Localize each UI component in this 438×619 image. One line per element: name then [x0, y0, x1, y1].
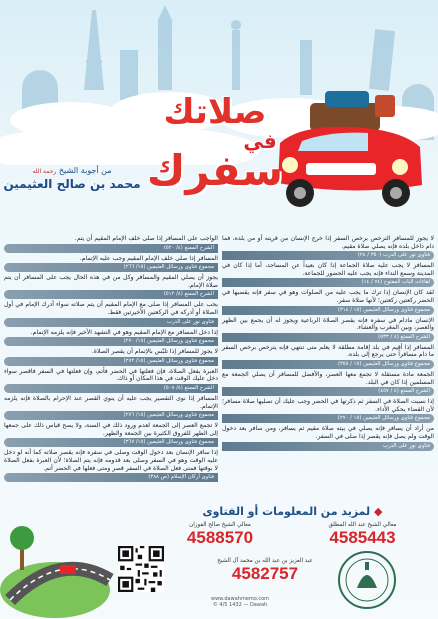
source-tag: الشرح الممتع (٤ / ٥٣٣): [222, 333, 434, 342]
road-illustration: [0, 520, 120, 619]
page-title: [140, 92, 290, 195]
author-honorific: رحمه الله: [32, 168, 57, 175]
source-tag: مجموع فتاوى ورسائل العثيمين (١٥ / ٣٥٥): [222, 360, 434, 369]
list-item: المسافر إذا صلى خلف الإمام المقيم وجب عليه الإتمام. مجموع فتاوى ورسائل العثيمين (١٥/ ٢٦٦): [4, 255, 218, 273]
phone-number[interactable]: 4585443: [329, 528, 396, 547]
list-item: لا تجمع العصر إلى الجمعة لعدم ورود ذلك في السنة، ولا يصح قياس ذلك على جمعها إلى الظهر للفروق الكثيرة بين الجمعة والظهر. مجموع فتاوى ورسائل العثيمين (١٥/ ٣٦٧): [4, 422, 218, 446]
source-tag: مجموع فتاوى ورسائل العثيمين (١٥/ ٢٧٦): [4, 411, 218, 420]
website-link[interactable]: www.dawahmemo.com: [210, 596, 269, 602]
qr-code[interactable]: [118, 546, 164, 592]
list-item: إذا نسيت الصلاة في السفر ثم ذكرتها في الحضر وجب عليك أن تصليها صلاة مسافر؛ لأن القضاء يحكي الأداء. مجموع فتاوى ورسائل العثيمين (١٥ / ٢٧٠): [222, 398, 434, 422]
contact-1: معالي الشيخ عبد الله المطلق 4585443: [290, 522, 435, 547]
list-item: المسافر إذا نوى التقصير يجب عليه أن ينوي القصر عند الإحرام بالصلاة فإنه يلزمه الإتمام. مجموع فتاوى ورسائل العثيمين (١٥/ ٢٧٦): [4, 394, 218, 419]
list-item: يجوز أن يصلي المقيم والمسافر وكل من في هذه الحال يجب على المسافر أن يتم صلاة الإمام. الشرح الممتع (٤/ ٥١٢): [4, 274, 218, 298]
fatwa-column-left: [4, 235, 218, 484]
list-item: يجب على المسافر إذا صلى مع الإمام المقيم أن يتم صلاته سواء أدرك الإمام في أول الصلاة أو أدركه في الركعتين الأخيرتين فقط. فتاوى نور على الدرب: [4, 301, 218, 325]
author-block: [2, 165, 142, 192]
author-prefix: من أجوبة الشيخ رحمه الله: [32, 166, 112, 175]
source-tag: مجموع فتاوى ورسائل العثيمين (١٥ / ٣١٤): [222, 306, 434, 315]
source-tag: فتاوى نور على الدرب (٣٥٠ / ٢٤): [222, 251, 434, 260]
fatwa-column-right: [222, 235, 434, 453]
source-tag: الشرح الممتع (٤ / ٤٥٧): [222, 387, 434, 396]
phone-number[interactable]: 4588570: [186, 528, 254, 547]
list-item: الإنسان مادام في سفره فإنه يقصر الصلاة الرباعية ويجوز له أن يجمع بين الظهر والعصر، وبين المغرب والعشاء. الشرح الممتع (٤ / ٥٣٣): [222, 316, 434, 340]
contact-3: عبد العزيز بن عبد الله بن محمد آل الشيخ 4582757: [200, 558, 330, 583]
list-item: لا يجوز للمسافر الترخص برخص السفر إذا خرج الإنسان من قريته أو من بلده، فما دام داخل بلده فإنه يصلي صلاة مقيم. فتاوى نور على الدرب (٣٥٠ / ٢٤): [222, 235, 434, 259]
contact-2: معالي الشيخ صالح الفوزان 4588570: [150, 522, 290, 547]
list-item: لقد كان الإنسان إذا ترك ما يجب عليه من الصلوات وهو في سفر فإنه يقضيها في الحضر ركعتين ركعتين؛ لأنها صلاة سفر. مجموع فتاوى ورسائل العثيمين (١٥ / ٣١٤): [222, 289, 434, 313]
author-name: محمد بن صالح العثيمين: [3, 177, 141, 191]
list-item: العبرة بفعل الصلاة، فإن فعلتها في الحضر فأتم، وإن فعلتها في السفر فاقصر سواء دخل عليك الوقت في هذا المكان أو ذاك. الشرح الممتع (٤/ ٥٠٨): [4, 367, 218, 391]
cta-bullet-icon: ◆: [374, 505, 383, 518]
list-item: من أراد أن يسافر فإنه يصلي في بيته صلاة مقيم ثم يسافر، ومن سافر بعد دخول الوقت ولم يصل فإنه يقصر إذا صلى في السفر. فتاوى نور على الدرب: [222, 425, 434, 449]
list-item: إذا دخل المسافر مع الإمام المقيم وهو في التشهد الأخير فإنه يلزمه الإتمام. مجموع فتاوى ورسائل العثيمين (١٥/ ٢٧٠): [4, 329, 218, 347]
title-connector: في: [243, 129, 277, 153]
list-item: الجمعة مادة مستقلة لا تجمع معها العصر، والأفضل للمسافر أن يصلي الجمعة مع المسلمين إذا كان في البلد. الشرح الممتع (٤ / ٤٥٧): [222, 370, 434, 395]
source-tag: الشرح الممتع (٤/ ٥٢٠): [4, 244, 218, 253]
source-tag: فتاوى نور على الدرب: [4, 318, 218, 327]
organization-logo: [332, 548, 402, 612]
source-tag: مجموع فتاوى ورسائل العثيمين (١٥/ ٢٦٦): [4, 263, 218, 272]
list-item: المسافر إذا أقيم في بلد إقامة مطلقة لا يعلم متى تنتهي فإنه يترخص برخص السفر ما دام مسافراً حتى يرجع إلى بلده. مجموع فتاوى ورسائل العثيمين (١٥ / ٣٥٥): [222, 343, 434, 367]
source-tag: مجموع فتاوى ورسائل العثيمين (١٥ / ٢٧٠): [222, 414, 434, 423]
list-item: الواجب على المسافر إذا صلى خلف الإمام المقيم أن يتم. الشرح الممتع (٤/ ٥٢٠): [4, 235, 218, 253]
source-tag: فتاوى أركان الإسلام (ص ٣٨٨): [4, 473, 218, 482]
cta-title: ◆ لمزيد من المعلومات أو الفتاوى: [202, 505, 383, 518]
source-tag: لقاءات الباب المفتوح (٧٤ / ١٤): [222, 278, 434, 287]
list-item: لا يجوز للمسافر إذا تلبّس بالإتمام أن يقصر الصلاة. مجموع فتاوى ورسائل العثيمين (١٥/ ٢٧٢): [4, 348, 218, 366]
list-item: إذا سافر الإنسان بعد دخول الوقت وصلى في سفره فإنه يقصر صلاته كما أنه لو دخل عليه الوقت وهو في السفر وصلى بعد قدومه فإنه يتم الصلاة؛ لأن العبرة بفعل الصلاة لا بوقتها فمتى فعل الصلاة في السفر قصر ومتى فعلها في الحضر أتم. فتاوى أركان الإسلام (ص ٣٨٨): [4, 449, 218, 481]
title-line-1: صلاتك: [163, 92, 267, 132]
phone-number[interactable]: 4582757: [231, 564, 299, 583]
source-tag: مجموع فتاوى ورسائل العثيمين (١٥/ ٢٧٢): [4, 357, 218, 366]
footer: [150, 596, 330, 608]
source-tag: الشرح الممتع (٤/ ٥٠٨): [4, 384, 218, 393]
footer-copyright: © 4/5 1432 — Dawah: [212, 602, 268, 608]
list-item: المسافر لا يجب عليه صلاة الجماعة إذا كان بعيداً عن المساجد، أما إذا كان في المدينة وسمع النداء فإنه يجب عليه الحضور للجماعة. لقاءات الباب المفتوح (٧٤ / ١٤): [222, 262, 434, 286]
source-tag: مجموع فتاوى ورسائل العثيمين (١٥/ ٣٦٧): [4, 438, 218, 447]
title-line-2: سفرك: [146, 146, 284, 195]
source-tag: مجموع فتاوى ورسائل العثيمين (١٥/ ٢٧٠): [4, 337, 218, 346]
source-tag: فتاوى نور على الدرب: [222, 442, 434, 451]
source-tag: الشرح الممتع (٤/ ٥١٢): [4, 290, 218, 299]
